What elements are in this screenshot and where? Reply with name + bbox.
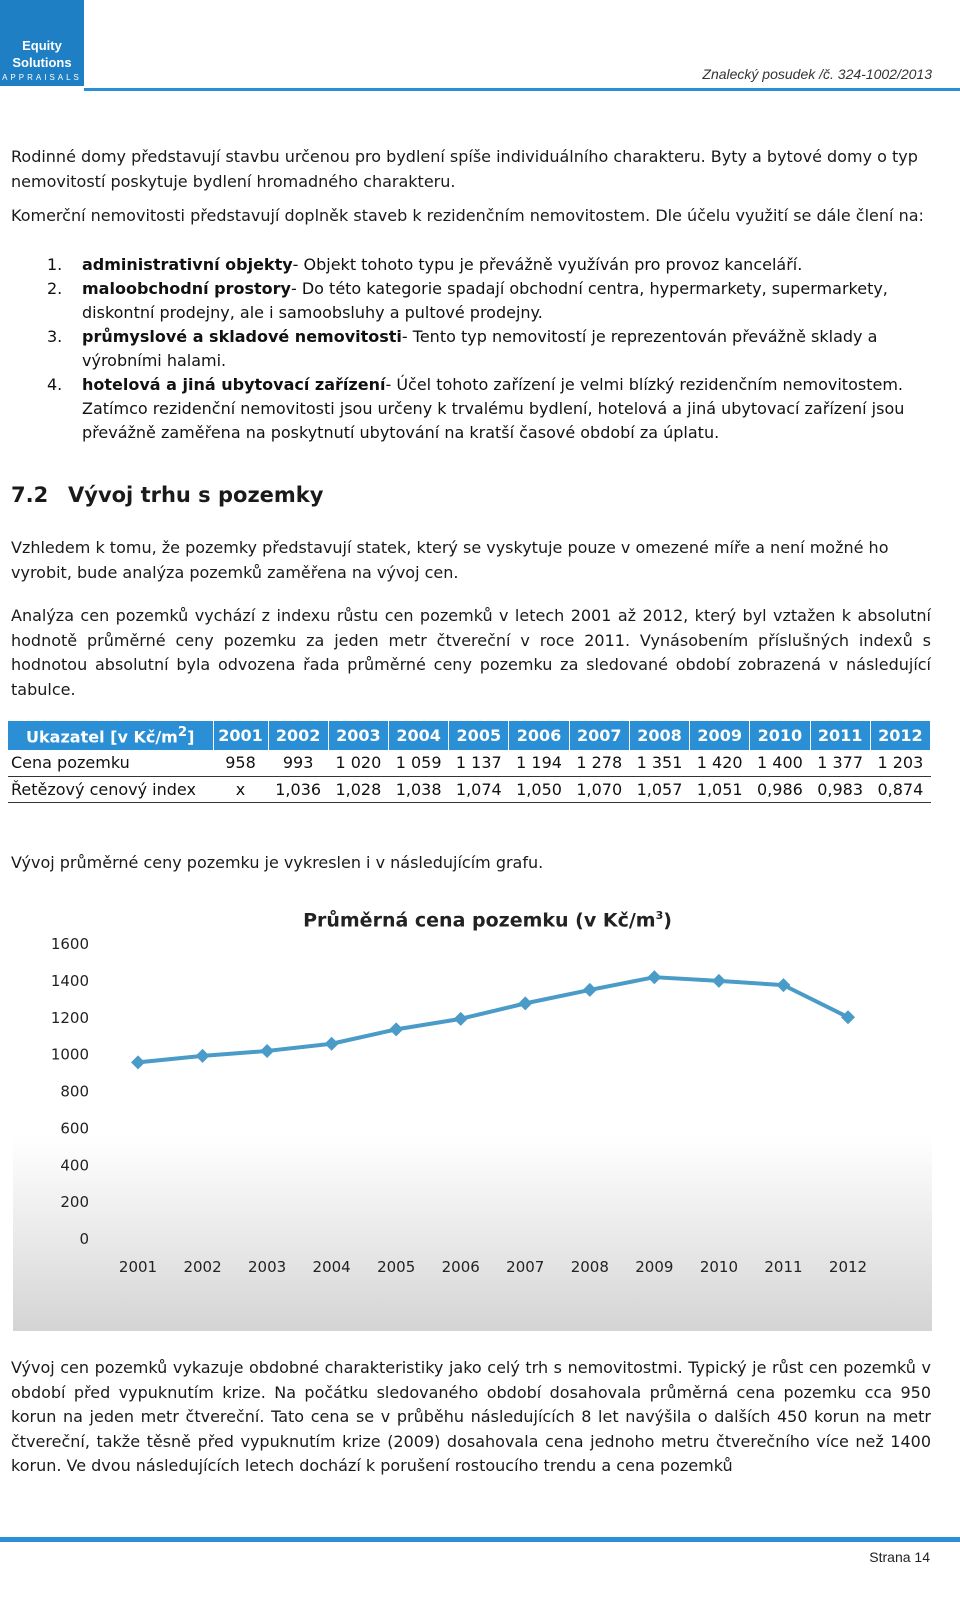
list-item-text: - Do této kategorie spadají obchodní centra, hypermarkety, supermarkety, diskontní prodejny, ale i samoobsluhy a pultové prodejny. bbox=[82, 279, 888, 322]
y-tick-label: 400 bbox=[60, 1156, 89, 1175]
paragraph-residential: Rodinné domy představují stavbu určenou pro bydlení spíše individuálního charakteru. Byty a bytové domy o typ nemovitostí poskytuje bydlení hromadného charakteru. bbox=[11, 147, 918, 191]
table-cell: 1,051 bbox=[690, 776, 750, 802]
x-tick-label: 2010 bbox=[699, 1258, 739, 1276]
list-item-term: hotelová a jiná ubytovací zařízení bbox=[82, 375, 386, 394]
table-cell: 1,057 bbox=[629, 776, 689, 802]
paragraph-chart-intro: Vývoj průměrné ceny pozemku je vykreslen i v následujícím grafu. bbox=[11, 853, 544, 872]
table-row bbox=[8, 750, 931, 776]
data-point-marker bbox=[647, 970, 661, 984]
table-row bbox=[8, 776, 931, 802]
paragraph-commercial: Komerční nemovitosti představují doplněk staveb k rezidenčním nemovitostem. Dle účelu využití se dále člení na: bbox=[11, 206, 924, 225]
table-cell: x bbox=[213, 776, 268, 802]
y-tick-label: 1400 bbox=[50, 971, 89, 990]
section-title-text: Vývoj trhu s pozemky bbox=[68, 483, 324, 507]
table-cell: 1,074 bbox=[449, 776, 509, 802]
table-header-year: 2012 bbox=[870, 721, 930, 750]
table-cell: 1,028 bbox=[328, 776, 388, 802]
x-tick-label: 2003 bbox=[247, 1258, 287, 1276]
table-cell: 958 bbox=[213, 750, 268, 776]
section-number: 7.2 bbox=[11, 483, 49, 507]
list-item-number: 4. bbox=[47, 375, 63, 394]
table-header-year: 2011 bbox=[810, 721, 870, 750]
table-header-label: Ukazatel [v $Kč/m^2$] bbox=[8, 721, 213, 750]
logo-line-2: Solutions bbox=[12, 55, 72, 70]
data-point-marker bbox=[260, 1044, 274, 1058]
x-tick-label: 2008 bbox=[570, 1258, 609, 1276]
table-header-year: 2008 bbox=[629, 721, 689, 750]
table-cell: 1 203 bbox=[870, 750, 930, 776]
list-item-number: 3. bbox=[47, 327, 63, 346]
section-heading bbox=[11, 483, 323, 507]
table-cell: 1 059 bbox=[388, 750, 448, 776]
table-cell: 1,038 bbox=[388, 776, 448, 802]
table-header-year: 2001 bbox=[213, 721, 268, 750]
table-header-year: 2002 bbox=[268, 721, 328, 750]
table-cell: 1 351 bbox=[629, 750, 689, 776]
list-item-number: 1. bbox=[47, 255, 63, 274]
x-tick-label: 2005 bbox=[377, 1258, 416, 1276]
list-item bbox=[11, 253, 931, 277]
table-header-year: 2009 bbox=[690, 721, 750, 750]
x-tick-label: 2007 bbox=[506, 1258, 545, 1276]
paragraph-conclusion: Vývoj cen pozemků vykazuje obdobné charakteristiky jako celý trh s nemovitostmi. Typický je růst cen pozemků v období před vypuknutím krize. Na počátku sledovaného období dosahovala průměrná cena pozemku cca 950 korun na jeden metr čtvereční. Tato cena se v průběhu následujících 8 let navýšila o dalších 450 korun na metr čtvereční, takže těsně před vypuknutím krize (2009) dosahovala cena jednoho metru čtverečního více než 1400 korun. Ve dvou následujících letech dochází k porušení rostoucího trendu a cena pozemků bbox=[11, 1358, 931, 1475]
list-item-number: 2. bbox=[47, 279, 63, 298]
list-item-term: administrativní objekty bbox=[82, 255, 293, 274]
list-item-term: průmyslové a skladové nemovitosti bbox=[82, 327, 402, 346]
y-tick-label: 200 bbox=[60, 1193, 89, 1212]
table-row-label: Cena pozemku bbox=[8, 750, 213, 776]
x-tick-label: 2011 bbox=[764, 1258, 803, 1276]
table-header-year: 2003 bbox=[328, 721, 388, 750]
x-tick-label: 2009 bbox=[635, 1258, 674, 1276]
data-point-marker bbox=[583, 983, 597, 997]
company-logo bbox=[0, 0, 84, 86]
list-item bbox=[11, 325, 931, 373]
table-header-year: 2004 bbox=[388, 721, 448, 750]
table-cell: 1,036 bbox=[268, 776, 328, 802]
table-header-year: 2005 bbox=[449, 721, 509, 750]
paragraph-analysis: Analýza cen pozemků vychází z indexu růstu cen pozemků v letech 2001 až 2012, který byl vztažen k absolutní hodnotě průměrné ceny pozemku za jeden metr čtvereční v roce 2011. Vynásobením příslušných indexů s hodnotou absolutní byla odvozena řada průměrné ceny pozemku za sledované období zobrazená v následující tabulce. bbox=[11, 606, 931, 699]
list-item-term: maloobchodní prostory bbox=[82, 279, 291, 298]
x-tick-label: 2001 bbox=[118, 1258, 158, 1276]
table-cell: 0,986 bbox=[750, 776, 810, 802]
list-item bbox=[11, 277, 931, 325]
table-cell: 0,874 bbox=[870, 776, 930, 802]
table-cell: 1 137 bbox=[449, 750, 509, 776]
document-reference: Znalecký posudek /č. 324-1002/2013 bbox=[702, 66, 932, 82]
table-cell: 1,070 bbox=[569, 776, 629, 802]
y-tick-label: 800 bbox=[60, 1082, 89, 1101]
y-tick-label: 600 bbox=[60, 1119, 89, 1138]
list-item-text: - Účel tohoto zařízení je velmi blízký rezidenčním nemovitostem. Zatímco rezidenční nemovitosti jsou určeny k trvalému bydlení, hotelová a jiná ubytovací zařízení jsou převážně zaměřena na poskytnutí ubytování na kratší časové období za úplatu. bbox=[82, 375, 905, 442]
table-cell: 1 400 bbox=[750, 750, 810, 776]
data-point-marker bbox=[325, 1037, 339, 1051]
table-cell: 993 bbox=[268, 750, 328, 776]
data-point-marker bbox=[389, 1022, 403, 1036]
table-cell: 1,050 bbox=[509, 776, 569, 802]
x-tick-label: 2002 bbox=[183, 1258, 222, 1276]
y-tick-label: 1000 bbox=[50, 1045, 89, 1064]
footer-divider bbox=[0, 1537, 960, 1542]
data-point-marker bbox=[518, 996, 532, 1010]
y-tick-label: 1200 bbox=[50, 1008, 89, 1027]
table-cell: 1 278 bbox=[569, 750, 629, 776]
table-cell: 1 194 bbox=[509, 750, 569, 776]
table-header-year: 2006 bbox=[509, 721, 569, 750]
series-line bbox=[138, 977, 848, 1062]
table-header-year: 2007 bbox=[569, 721, 629, 750]
data-point-marker bbox=[454, 1012, 468, 1026]
commercial-types-list bbox=[11, 253, 931, 445]
table-header-row bbox=[8, 721, 931, 750]
header-divider bbox=[84, 88, 960, 91]
y-tick-label: 0 bbox=[79, 1230, 89, 1248]
data-point-marker bbox=[841, 1010, 855, 1024]
chart-plot bbox=[13, 897, 932, 1331]
page-number: Strana 14 bbox=[869, 1549, 930, 1565]
table-cell: 1 020 bbox=[328, 750, 388, 776]
logo-line-1: Equity bbox=[22, 38, 62, 53]
list-item-text: - Objekt tohoto typu je převážně využíván pro provoz kanceláří. bbox=[292, 255, 803, 274]
table-row-label: Řetězový cenový index bbox=[8, 776, 213, 802]
x-tick-label: 2006 bbox=[441, 1258, 480, 1276]
table-cell: 0,983 bbox=[810, 776, 870, 802]
chart-title: Průměrná cena pozemku (v $Kč/m^3$) bbox=[303, 909, 672, 932]
list-item-text: - Tento typ nemovitostí je reprezentován převážně sklady a výrobními halami. bbox=[82, 327, 878, 370]
data-point-marker bbox=[776, 978, 790, 992]
list-item bbox=[11, 373, 931, 445]
table-header-year: 2010 bbox=[750, 721, 810, 750]
data-point-marker bbox=[196, 1049, 210, 1063]
table-cell: 1 420 bbox=[690, 750, 750, 776]
logo-line-3: APPRAISALS bbox=[2, 73, 82, 82]
data-point-marker bbox=[712, 974, 726, 988]
x-tick-label: 2004 bbox=[312, 1258, 351, 1276]
table-cell: 1 377 bbox=[810, 750, 870, 776]
y-tick-label: 1600 bbox=[50, 935, 89, 953]
land-price-chart bbox=[13, 897, 932, 1331]
x-tick-label: 2012 bbox=[828, 1258, 868, 1276]
data-point-marker bbox=[131, 1055, 145, 1069]
land-price-table bbox=[8, 721, 931, 803]
paragraph-intro: Vzhledem k tomu, že pozemky představují statek, který se vyskytuje pouze v omezené míře a není možné ho vyrobit, bude analýza pozemků zaměřena na vývoj cen. bbox=[11, 538, 889, 582]
